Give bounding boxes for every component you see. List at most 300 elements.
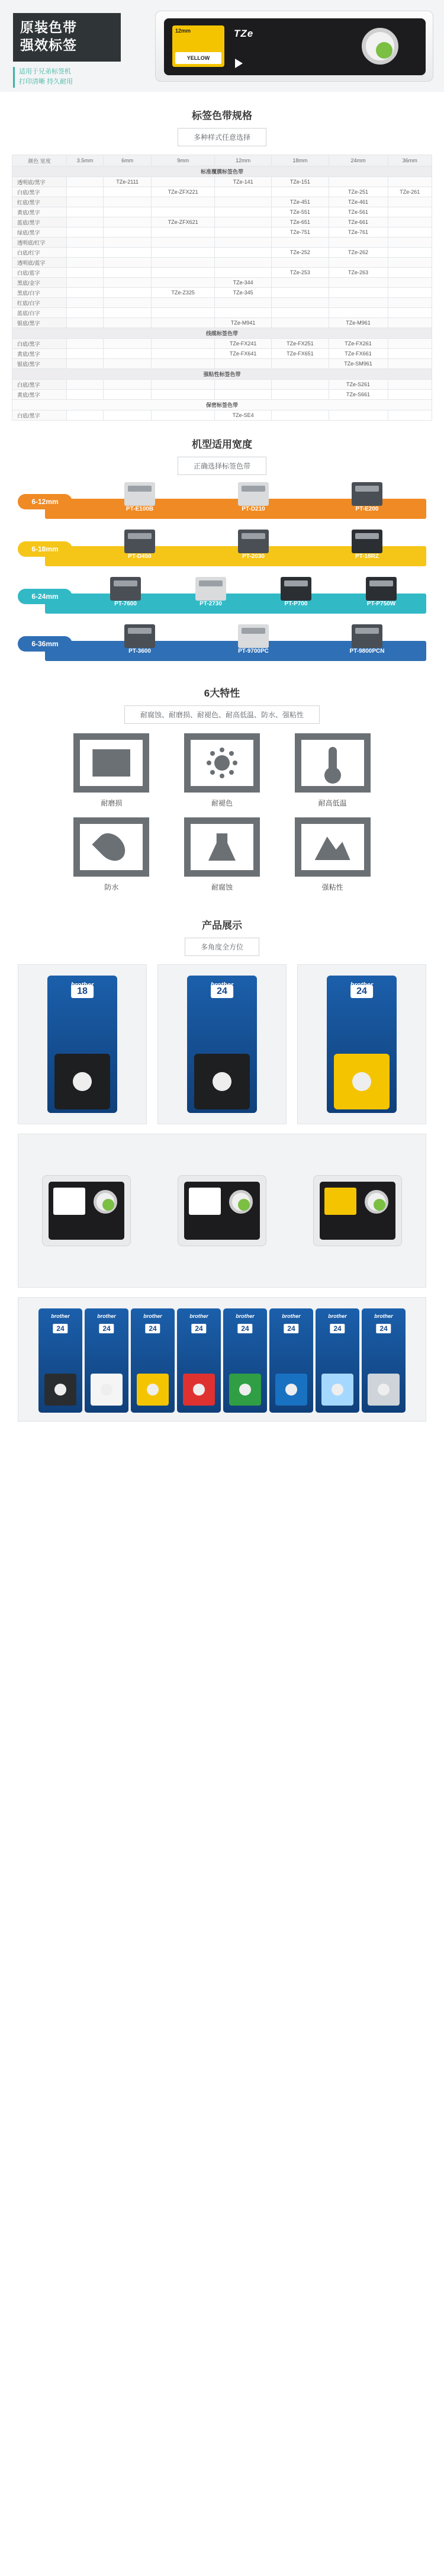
spec-group-label: 标准覆膜标签色带 (12, 166, 432, 177)
spec-cell (388, 197, 432, 207)
spec-width-header: 3.5mm (67, 155, 104, 166)
spec-row (12, 197, 432, 207)
spec-cell (152, 227, 215, 238)
spec-cell (103, 197, 151, 207)
brand-label: brother (236, 1313, 255, 1319)
spec-cell (67, 359, 104, 369)
spec-cell (329, 410, 388, 421)
spec-row-name: 透明底/黑字 (12, 177, 67, 187)
spec-row (12, 227, 432, 238)
spec-cell (215, 258, 272, 268)
spec-cell (103, 380, 151, 390)
features-subtitle: 耐腐蚀、耐磨损、耐褪色、耐高低温、防水、强粘性 (124, 705, 320, 724)
product-pack-photo (297, 964, 426, 1124)
feature-icon-box (73, 733, 149, 793)
spec-cell (103, 268, 151, 278)
spec-section-subtitle: 多种样式任意选择 (178, 128, 266, 146)
features-title: 6大特性 (204, 688, 240, 699)
spec-cell (388, 318, 432, 328)
spec-cell (103, 318, 151, 328)
spec-width-header: 18mm (272, 155, 329, 166)
flask-icon (191, 824, 253, 870)
lineup-size-label: 24 (99, 1324, 114, 1333)
tape-cartridge-image (91, 1374, 123, 1406)
hero-banner (0, 0, 444, 92)
spec-cell (152, 380, 215, 390)
spec-cell (388, 298, 432, 308)
detail-photo (18, 1134, 426, 1288)
spec-cell (272, 380, 329, 390)
spec-cell (272, 318, 329, 328)
feature-item (167, 733, 278, 808)
spec-cell (388, 217, 432, 227)
spec-cell (67, 318, 104, 328)
spec-cell: TZe-SM961 (329, 359, 388, 369)
lineup-pack (38, 1308, 82, 1413)
spec-cell: TZe-M961 (329, 318, 388, 328)
printer-model-label: PT-P700 (284, 600, 308, 607)
spec-cell (67, 248, 104, 258)
spec-cell (67, 187, 104, 197)
spec-cell (215, 238, 272, 248)
printer-model-label: PT-E100B (126, 505, 154, 512)
spec-cell (272, 238, 329, 248)
spec-row-name: 红底/白字 (12, 298, 67, 308)
band-range-tag: 6-12mm (18, 494, 72, 509)
spec-cell (67, 177, 104, 187)
spec-cell (152, 298, 215, 308)
spec-cell (103, 207, 151, 217)
spec-cell (67, 349, 104, 359)
spec-cell (103, 278, 151, 288)
abrasion-icon (80, 740, 143, 786)
brand-label: brother (328, 1313, 347, 1319)
showcase-row-detail (18, 1134, 426, 1288)
spec-cell: TZe-344 (215, 278, 272, 288)
spec-cell (67, 288, 104, 298)
spec-cell (272, 298, 329, 308)
spec-cell (67, 207, 104, 217)
spec-cell (388, 278, 432, 288)
lineup-photo (18, 1297, 426, 1422)
spec-row-name: 白底/黑字 (12, 410, 67, 421)
tape-cartridge-image (334, 1054, 390, 1109)
printer-model-label: PT-D210 (242, 505, 265, 512)
tape-cartridge-image (194, 1054, 250, 1109)
lineup-size-label: 24 (191, 1324, 206, 1333)
spec-cell: TZe-FX251 (272, 339, 329, 349)
spec-cell (215, 359, 272, 369)
spec-cell (152, 390, 215, 400)
spec-cell (329, 278, 388, 288)
spec-row-name: 透明底/红字 (12, 238, 67, 248)
feature-item (277, 733, 388, 808)
tape-cartridge-image (229, 1374, 261, 1406)
spec-row-name: 白底/黑字 (12, 187, 67, 197)
spec-cell (152, 339, 215, 349)
spec-cell: TZe-2111 (103, 177, 151, 187)
spec-cell: TZe-FX241 (215, 339, 272, 349)
spec-cell (388, 339, 432, 349)
hero-subtitle (13, 67, 131, 88)
feature-item (277, 817, 388, 892)
spec-cell: TZe-151 (272, 177, 329, 187)
spec-cell (388, 227, 432, 238)
spec-cell (103, 187, 151, 197)
spec-row (12, 238, 432, 248)
spec-row (12, 177, 432, 187)
tape-cartridge-image (183, 1374, 215, 1406)
spec-row (12, 187, 432, 197)
spec-cell (272, 187, 329, 197)
spec-cell (388, 268, 432, 278)
spec-cell: TZe-FX261 (329, 339, 388, 349)
width-section-subtitle: 正确选择标签色带 (178, 457, 266, 475)
band-models (83, 641, 424, 661)
spec-cell: TZe-FX651 (272, 349, 329, 359)
brand-label: brother (97, 1313, 116, 1319)
spec-cell (215, 197, 272, 207)
spec-row (12, 339, 432, 349)
spec-row-name: 黄底/黑字 (12, 207, 67, 217)
showcase-title: 产品展示 (202, 920, 242, 931)
lineup-size-label: 24 (145, 1324, 160, 1333)
spec-cell (329, 288, 388, 298)
spec-group-label: 强粘性标签色带 (12, 369, 432, 380)
cartridge-brand-text: TZe (234, 28, 254, 39)
spec-cell (388, 349, 432, 359)
spec-row (12, 248, 432, 258)
spec-cell (215, 380, 272, 390)
spec-row (12, 390, 432, 400)
spec-group-row (12, 166, 432, 177)
feature-icon-box (295, 817, 371, 877)
tape-cartridge-image (275, 1374, 307, 1406)
lineup-size-label: 24 (330, 1324, 345, 1333)
spec-cell (388, 359, 432, 369)
cartridge-body (164, 18, 426, 75)
lineup-pack (131, 1308, 175, 1413)
tape-cartridge-image (137, 1374, 169, 1406)
sun-icon (191, 740, 253, 786)
spec-cell: TZe-141 (215, 177, 272, 187)
spec-row-name: 蓝底/黑字 (12, 217, 67, 227)
spec-cell (103, 410, 151, 421)
spec-cell (329, 308, 388, 318)
spec-row (12, 298, 432, 308)
product-pack-photo (157, 964, 287, 1124)
spec-cell (67, 308, 104, 318)
spec-cell (272, 410, 329, 421)
spec-cell: TZe-263 (329, 268, 388, 278)
printer-model-label: PT-P750W (366, 600, 396, 607)
feature-label: 防水 (104, 883, 119, 891)
spec-row-name: 红底/黑字 (12, 197, 67, 207)
spec-header-row (12, 155, 432, 166)
cartridge-window (53, 1188, 85, 1215)
spec-group-row (12, 400, 432, 410)
spec-group-label: 保密标签色带 (12, 400, 432, 410)
water-drop-icon (80, 824, 143, 870)
printer-model-label: PT-2030 (242, 553, 265, 560)
spec-cell (152, 359, 215, 369)
spec-cell (329, 258, 388, 268)
printer-model-label: PT-9800PCN (349, 647, 385, 655)
cartridge-window (172, 25, 224, 67)
cartridge-window (189, 1188, 221, 1215)
spec-table-body (12, 166, 432, 421)
spec-cell (388, 258, 432, 268)
printer-model-label: PT-18RZ (355, 553, 379, 560)
showcase-row-packs (18, 964, 426, 1124)
spec-row-name: 黄底/黑字 (12, 349, 67, 359)
hero-title-line1: 原装色带 (20, 20, 77, 35)
spec-cell: TZe-Z325 (152, 288, 215, 298)
tape-cartridge-image (368, 1374, 400, 1406)
spec-cell (272, 390, 329, 400)
spec-cell (67, 217, 104, 227)
showcase-gallery (18, 964, 426, 1422)
width-band (18, 483, 426, 527)
spec-cell (67, 238, 104, 248)
spec-cell (272, 278, 329, 288)
spec-cell (67, 278, 104, 288)
lineup-pack (85, 1308, 128, 1413)
brand-label: brother (374, 1313, 393, 1319)
cartridge-detail-image (313, 1175, 402, 1246)
spec-row (12, 349, 432, 359)
spec-cell (152, 268, 215, 278)
spec-cell (152, 410, 215, 421)
spec-cell: TZe-FX661 (329, 349, 388, 359)
spec-row (12, 278, 432, 288)
spec-cell (103, 238, 151, 248)
spec-cell (103, 248, 151, 258)
lineup-pack (316, 1308, 359, 1413)
spec-row-name: 白底/黑字 (12, 380, 67, 390)
width-band (18, 625, 426, 669)
spec-cell: TZe-253 (272, 268, 329, 278)
spec-row (12, 288, 432, 298)
feature-icon-box (73, 817, 149, 877)
spec-cell (67, 268, 104, 278)
spec-cell: TZe-751 (272, 227, 329, 238)
spec-cell (67, 390, 104, 400)
feature-label: 耐褪色 (211, 799, 233, 807)
footer-spacer (0, 1431, 444, 1442)
spec-cell (388, 390, 432, 400)
spec-width-header: 24mm (329, 155, 388, 166)
thermometer-icon (301, 740, 364, 786)
spec-cell (272, 288, 329, 298)
adhesive-icon (301, 824, 364, 870)
spec-cell (152, 238, 215, 248)
spec-cell (388, 238, 432, 248)
cartridge-width-text: 12mm (175, 28, 191, 34)
feature-icon-box (295, 733, 371, 793)
spec-cell: TZe-FX641 (215, 349, 272, 359)
spec-cell: TZe-262 (329, 248, 388, 258)
spec-cell (215, 248, 272, 258)
cartridge-window (324, 1188, 356, 1215)
spec-cell: TZe-S661 (329, 390, 388, 400)
spec-cell (215, 187, 272, 197)
spec-cell (388, 207, 432, 217)
spec-cell: TZe-561 (329, 207, 388, 217)
spec-cell: TZe-251 (329, 187, 388, 197)
spec-row-name: 白底/蓝字 (12, 268, 67, 278)
spec-cell (388, 380, 432, 390)
spec-row (12, 410, 432, 421)
cartridge-detail-image (178, 1175, 266, 1246)
spec-row (12, 268, 432, 278)
spec-table (12, 155, 432, 421)
feature-icon-box (184, 817, 260, 877)
spec-cell (152, 318, 215, 328)
feature-item (56, 733, 167, 808)
spec-width-header: 6mm (103, 155, 151, 166)
feature-label: 耐腐蚀 (211, 883, 233, 891)
spec-cell (103, 339, 151, 349)
spec-cell (388, 288, 432, 298)
width-bands (18, 483, 426, 669)
cartridge-arrow-icon (235, 59, 243, 68)
cartridge-color-label: YELLOW (175, 52, 221, 64)
spec-cell (272, 359, 329, 369)
spec-row-name: 白底/黑字 (12, 339, 67, 349)
spec-row (12, 318, 432, 328)
spec-table-head (12, 155, 432, 166)
spec-row (12, 258, 432, 268)
pack-size-label: 18 (71, 985, 94, 998)
printer-model-label: PT-E200 (355, 505, 379, 512)
spec-cell (67, 258, 104, 268)
lineup-pack (362, 1308, 406, 1413)
product-pack-photo (18, 964, 147, 1124)
band-models (83, 594, 424, 614)
spec-row-name: 银底/黑字 (12, 318, 67, 328)
spec-cell (152, 207, 215, 217)
spec-cell (272, 308, 329, 318)
spec-cell: TZe-252 (272, 248, 329, 258)
band-range-tag: 6-36mm (18, 636, 72, 652)
spec-cell (152, 197, 215, 207)
spec-cell (103, 308, 151, 318)
spec-cell (152, 308, 215, 318)
spec-cell: TZe-M941 (215, 318, 272, 328)
spec-cell (215, 217, 272, 227)
spec-row-name: 蓝底/白字 (12, 308, 67, 318)
hero-text-block (13, 13, 131, 88)
band-models (83, 499, 424, 519)
brand-label: brother (282, 1313, 301, 1319)
spec-cell (329, 238, 388, 248)
spec-cell (388, 308, 432, 318)
pack-size-label: 24 (211, 985, 233, 998)
spec-cell (67, 410, 104, 421)
tape-cartridge-image (44, 1374, 76, 1406)
brand-label: brother (189, 1313, 208, 1319)
spec-cell: TZe-S261 (329, 380, 388, 390)
lineup-size-label: 24 (284, 1324, 298, 1333)
spec-cell (152, 349, 215, 359)
lineup-pack (223, 1308, 267, 1413)
spec-cell (67, 197, 104, 207)
spec-cell (103, 227, 151, 238)
cartridge-spool-icon (94, 1190, 117, 1214)
band-range-tag: 6-24mm (18, 589, 72, 604)
spec-row (12, 380, 432, 390)
spec-cell: TZe-345 (215, 288, 272, 298)
spec-cell (215, 308, 272, 318)
spec-cell (152, 258, 215, 268)
spec-row-name: 黑底/金字 (12, 278, 67, 288)
spec-cell (67, 298, 104, 308)
band-range-tag: 6-18mm (18, 541, 72, 557)
spec-cell: TZe-ZFX221 (152, 187, 215, 197)
feature-item (56, 817, 167, 892)
spec-cell (215, 207, 272, 217)
spec-cell (215, 268, 272, 278)
tape-cartridge-image (54, 1054, 110, 1109)
spec-cell (103, 258, 151, 268)
spec-group-label: 线缆标签色带 (12, 328, 432, 339)
spec-cell (103, 359, 151, 369)
spec-cell: TZe-551 (272, 207, 329, 217)
spec-row-name: 银底/黑字 (12, 359, 67, 369)
features-grid (56, 733, 388, 902)
spec-width-header: 12mm (215, 155, 272, 166)
cartridge-shell (155, 11, 433, 82)
band-models (83, 546, 424, 566)
pack-size-label: 24 (350, 985, 373, 998)
feature-label: 耐磨损 (101, 799, 123, 807)
hero-product-image (155, 11, 433, 82)
spec-row-name: 绿底/黑字 (12, 227, 67, 238)
spec-cell (103, 349, 151, 359)
spec-cell (215, 298, 272, 308)
cartridge-spool-icon (229, 1190, 253, 1214)
spec-cell: TZe-761 (329, 227, 388, 238)
spec-cell (67, 339, 104, 349)
spec-row (12, 207, 432, 217)
lineup-pack (269, 1308, 313, 1413)
spec-cell: TZe-451 (272, 197, 329, 207)
brand-label: brother (143, 1313, 162, 1319)
showcase-subtitle: 多角度全方位 (185, 938, 259, 956)
tape-cartridge-image (321, 1374, 353, 1406)
spec-cell (103, 390, 151, 400)
spec-row (12, 308, 432, 318)
spec-cell (103, 288, 151, 298)
spec-cell (388, 410, 432, 421)
spec-cell (67, 227, 104, 238)
spec-row (12, 359, 432, 369)
hero-title-line2: 强效标签 (20, 37, 77, 53)
feature-label: 耐高低温 (318, 799, 347, 807)
showcase-row-lineup (18, 1297, 426, 1422)
spec-row-name: 黄底/黑字 (12, 390, 67, 400)
width-band (18, 578, 426, 622)
printer-model-label: PT-7600 (114, 600, 137, 607)
spec-width-header: 36mm (388, 155, 432, 166)
printer-model-label: PT-3600 (128, 647, 151, 655)
lineup-size-label: 24 (53, 1324, 67, 1333)
printer-model-label: PT-D450 (128, 553, 152, 560)
spec-cell (215, 390, 272, 400)
hero-subtitle-line1: 适用于兄弟标签机 (19, 68, 71, 75)
spec-cell: TZe-461 (329, 197, 388, 207)
